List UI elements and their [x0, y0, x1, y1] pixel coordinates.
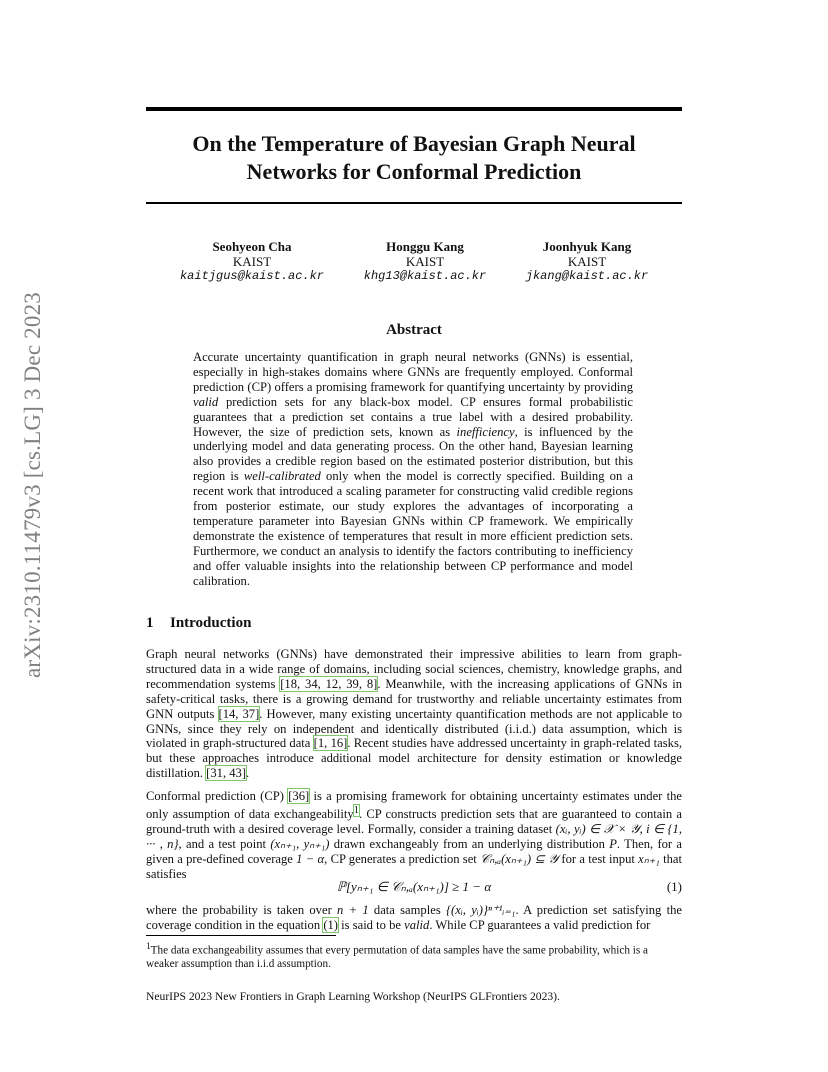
citation-link[interactable]: [14, 37]	[218, 706, 260, 721]
abstract-heading: Abstract	[386, 322, 442, 338]
body-text: . Recent studies have addressed uncertainty in graph-related tasks, but these approaches introduce additional model architecture for density estimation or knowledge distillation.	[146, 736, 683, 781]
body-text: is said to be	[338, 917, 405, 932]
body-text: that satisfies	[146, 851, 682, 881]
author-affiliation: KAIST	[405, 254, 445, 269]
body-text: , and a test point	[178, 836, 271, 851]
footnote-rule	[146, 935, 336, 936]
section-title: Introduction	[170, 615, 252, 631]
body-emph: valid	[404, 917, 430, 932]
paper-title	[146, 130, 682, 186]
equation-body: ℙ[yₙ₊₁ ∈ 𝒞ₙ,ₐ(xₙ₊₁)] ≥ 1 − α	[336, 879, 492, 894]
math-inline: {(xᵢ, yᵢ)}ⁿ⁺¹ᵢ₌₁	[445, 903, 516, 917]
title-line-2: Networks for Conformal Prediction	[246, 159, 582, 184]
intro-paragraph-1	[146, 647, 682, 781]
body-text: . Meanwhile, with the increasing applications of GNNs in safety-critical tasks, there is a growing demand for trustworthy and reliable uncertainty estimates from GNN outputs	[146, 676, 682, 721]
body-text: Graph neural networks (GNNs) have demonstrated their impressive abilities to learn from graph-structured data in a wide range of domains, including social sciences, chemistry, knowledge graphs, and recommendation systems	[146, 647, 682, 691]
body-text: for a test input	[558, 851, 639, 866]
citation-link[interactable]: [31, 43]	[206, 766, 247, 781]
footnote-mark: 1	[146, 942, 151, 952]
footnote-link[interactable]: 1	[353, 804, 359, 816]
math-inline: xₙ₊₁	[638, 851, 660, 866]
abstract-emph: valid	[193, 394, 219, 409]
author-name: Honggu Kang	[386, 239, 464, 254]
title-line-1: On the Temperature of Bayesian Graph Neural	[192, 131, 636, 156]
body-text: is a promising framework for obtaining uncertainty estimates under the only assumption of data exchangeability	[146, 789, 683, 822]
author-affiliation: KAIST	[567, 254, 607, 269]
math-inline: n + 1	[337, 903, 369, 917]
author-name: Joonhyuk Kang	[542, 239, 632, 254]
venue-footer: NeurIPS 2023 New Frontiers in Graph Learning Workshop (NeurIPS GLFrontiers 2023).	[146, 990, 560, 1003]
body-text: .	[246, 766, 250, 781]
body-text: , CP generates a prediction set	[324, 851, 481, 866]
title-top-rule	[146, 107, 682, 111]
body-text: . CP constructs prediction sets that are guaranteed to contain a ground-truth with a desired coverage level. Formally, consider a training dataset	[146, 807, 682, 836]
abstract-text: prediction sets for any black-box model. CP ensures formal probabilistic guarantees that a prediction set contains a true label with a desired probability. However, the size of prediction sets, known as	[193, 394, 633, 439]
footnote	[146, 941, 682, 972]
equation-ref-link[interactable]: (1)	[323, 917, 338, 932]
equation-1	[146, 879, 682, 897]
equation-number: (1)	[666, 879, 682, 894]
abstract-emph: inefficiency	[456, 424, 515, 439]
body-text: data samples	[368, 903, 446, 917]
abstract-text: only when the model is correctly specified. Building on a recent work that introduced a scaling parameter for constructing valid credible regions from posterior estimate, our study explores the advantages of incorporating a temperature parameter into Bayesian GNNs within CP framework. We empirically demonstrate the existence of temperatures that result in more efficient prediction sets. Furthermore, we conduct an analysis to identify the factors contributing to inefficiency and offer valuable insights into the relationship between CP performance and model calibration.	[193, 469, 633, 588]
body-text: where the probability is taken over	[146, 903, 338, 917]
math-inline: P	[609, 836, 617, 851]
arxiv-stamp-text: arXiv:2310.11479v3 [cs.LG] 3 Dec 2023	[20, 291, 45, 678]
abstract-body	[193, 350, 633, 589]
body-text: . However, many existing uncertainty quantification methods are not applicable to GNNs, since they rely on independent and identically distributed (i.i.d.) data assumption, which is violated in graph-structured data	[146, 706, 682, 751]
citation-link[interactable]: [18, 34, 12, 39, 8]	[280, 676, 378, 691]
title-bottom-rule	[146, 202, 682, 204]
abstract-emph: well-calibrated	[243, 469, 321, 484]
arxiv-stamp	[20, 293, 46, 676]
section-number: 1	[146, 615, 154, 631]
body-text: drawn exchangeably from an underlying distribution	[329, 836, 610, 851]
abstract-text: Accurate uncertainty quantification in graph neural networks (GNNs) is essential, especially in high-stakes domains where GNNs are frequently employed. Conformal prediction (CP) offers a promising framework for quantifying uncertainty by providing	[193, 350, 633, 394]
citation-link[interactable]: [36]	[288, 789, 310, 803]
math-inline: 1 − α	[296, 851, 325, 866]
author-email[interactable]: khg13@kaist.ac.kr	[363, 269, 487, 283]
body-text: Conformal prediction (CP)	[146, 789, 289, 803]
author-email[interactable]: kaitjgus@kaist.ac.kr	[179, 269, 325, 283]
intro-paragraph-3	[146, 903, 682, 933]
math-inline: 𝒞ₙ,ₐ(xₙ₊₁) ⊆ 𝒴	[480, 851, 559, 866]
body-text: . A prediction set satisfying the coverage condition in the equation	[146, 903, 682, 932]
author-affiliation: KAIST	[232, 254, 272, 269]
body-text: . Then, for a given a pre-defined coverage	[146, 836, 683, 866]
math-inline: (xₙ₊₁, yₙ₊₁)	[270, 836, 330, 851]
author-email[interactable]: jkang@kaist.ac.kr	[525, 269, 649, 283]
citation-link[interactable]: [1, 16]	[313, 736, 348, 751]
math-inline: (xᵢ, yᵢ) ∈ 𝒳 × 𝒴, i ∈ {1, ··· , n}	[146, 822, 682, 851]
footnote-text: The data exchangeability assumes that every permutation of data samples have the same probability, which is a weaker assumption than i.i.d assumption.	[146, 944, 648, 971]
abstract-text: , is influenced by the underlying model and data generating process. On the other hand, Bayesian learning also provides a credible region based on the estimated posterior distribution, but this region is	[193, 424, 633, 484]
body-text: . While CP guarantees a valid prediction for	[429, 917, 651, 932]
intro-paragraph-2	[146, 789, 682, 882]
section-heading	[146, 615, 251, 632]
author-block	[487, 239, 687, 284]
author-name: Seohyeon Cha	[212, 239, 292, 254]
author-block	[152, 239, 352, 284]
